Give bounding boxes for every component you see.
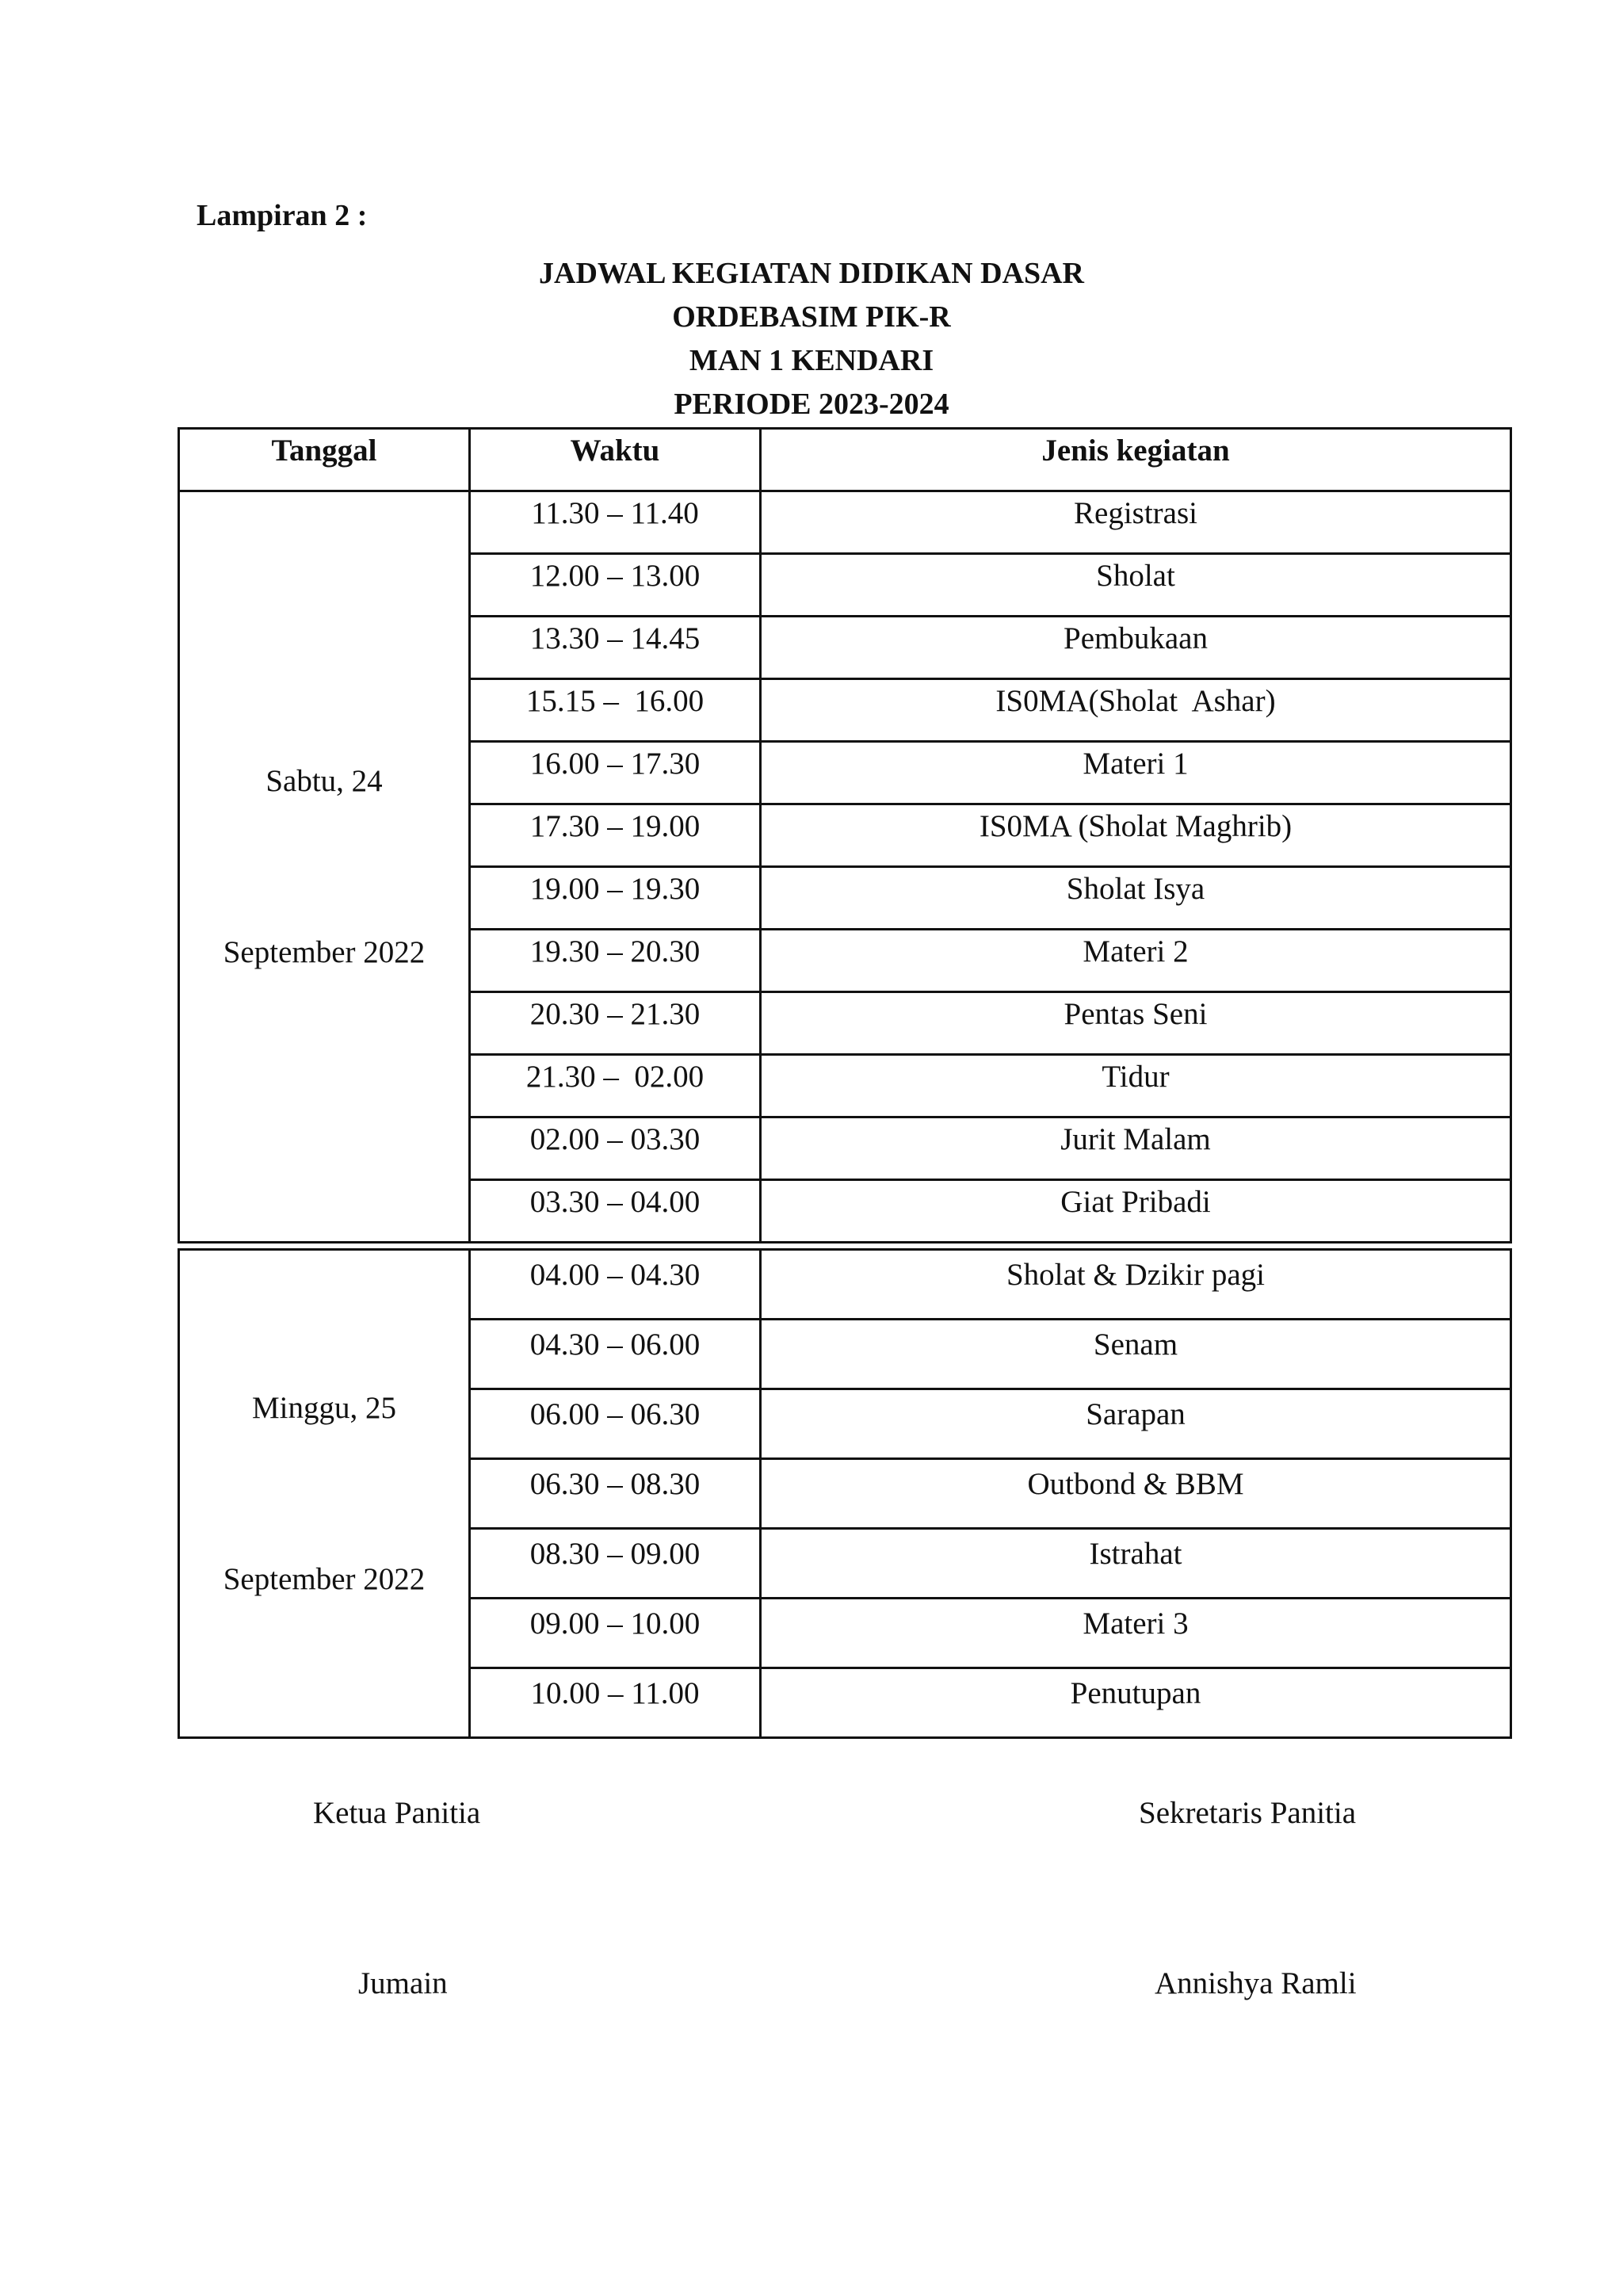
day-gap-row xyxy=(179,1243,1511,1250)
date-cell-day2 xyxy=(179,1250,470,1738)
day-separator xyxy=(179,1243,1511,1250)
time-cell: 15.15 – 16.00 xyxy=(470,679,761,742)
activity-cell: Sholat & Dzikir pagi xyxy=(761,1250,1511,1320)
day1-rows xyxy=(179,491,1511,1243)
activity-cell: Materi 3 xyxy=(761,1599,1511,1668)
time-cell: 20.30 – 21.30 xyxy=(470,992,761,1055)
header-waktu: Waktu xyxy=(470,429,761,491)
time-cell: 21.30 – 02.00 xyxy=(470,1055,761,1117)
activity-cell: Giat Pribadi xyxy=(761,1180,1511,1243)
time-cell: 04.00 – 04.30 xyxy=(470,1250,761,1320)
activity-cell: Pentas Seni xyxy=(761,992,1511,1055)
activity-cell: Jurit Malam xyxy=(761,1117,1511,1180)
activity-cell: Penutupan xyxy=(761,1668,1511,1738)
time-cell: 19.30 – 20.30 xyxy=(470,930,761,992)
schedule-table xyxy=(178,427,1512,1739)
date-cell-day1 xyxy=(179,491,470,1243)
time-cell: 19.00 – 19.30 xyxy=(470,867,761,930)
title-line: MAN 1 KENDARI xyxy=(689,344,934,377)
time-cell: 17.30 – 19.00 xyxy=(470,804,761,867)
document-title xyxy=(0,252,1623,426)
gap-cell xyxy=(179,1243,470,1250)
activity-cell: IS0MA(Sholat Ashar) xyxy=(761,679,1511,742)
attachment-label: Lampiran 2 : xyxy=(197,199,368,232)
table-row xyxy=(179,491,1511,554)
day2-rows xyxy=(179,1250,1511,1738)
time-cell: 12.00 – 13.00 xyxy=(470,554,761,617)
chairman-name: Jumain xyxy=(358,1966,448,2000)
chairman-role: Ketua Panitia xyxy=(313,1796,481,1830)
time-cell: 11.30 – 11.40 xyxy=(470,491,761,554)
date-month-year: September 2022 xyxy=(223,934,426,969)
time-cell: 16.00 – 17.30 xyxy=(470,742,761,804)
title-line: ORDEBASIM PIK-R xyxy=(672,300,951,334)
activity-cell: Tidur xyxy=(761,1055,1511,1117)
gap-cell xyxy=(761,1243,1511,1250)
time-cell: 02.00 – 03.30 xyxy=(470,1117,761,1180)
date-day: Sabtu, 24 xyxy=(265,763,383,798)
time-cell: 08.30 – 09.00 xyxy=(470,1529,761,1599)
time-cell: 09.00 – 10.00 xyxy=(470,1599,761,1668)
date-day: Minggu, 25 xyxy=(251,1390,396,1425)
title-line: PERIODE 2023-2024 xyxy=(674,388,949,421)
header-jenis-kegiatan: Jenis kegiatan xyxy=(761,429,1511,491)
activity-cell: Pembukaan xyxy=(761,617,1511,679)
activity-cell: Registrasi xyxy=(761,491,1511,554)
activity-cell: Senam xyxy=(761,1320,1511,1389)
activity-cell: Sarapan xyxy=(761,1389,1511,1459)
gap-cell xyxy=(470,1243,761,1250)
activity-cell: Materi 1 xyxy=(761,742,1511,804)
table-row xyxy=(179,1250,1511,1320)
activity-cell: Sholat xyxy=(761,554,1511,617)
time-cell: 10.00 – 11.00 xyxy=(470,1668,761,1738)
activity-cell: Istrahat xyxy=(761,1529,1511,1599)
activity-cell: Materi 2 xyxy=(761,930,1511,992)
secretary-role: Sekretaris Panitia xyxy=(1139,1796,1357,1830)
time-cell: 06.00 – 06.30 xyxy=(470,1389,761,1459)
time-cell: 13.30 – 14.45 xyxy=(470,617,761,679)
header-tanggal: Tanggal xyxy=(179,429,470,491)
activity-cell: Outbond & BBM xyxy=(761,1459,1511,1529)
date-month-year: September 2022 xyxy=(223,1561,426,1596)
time-cell: 03.30 – 04.00 xyxy=(470,1180,761,1243)
secretary-name: Annishya Ramli xyxy=(1155,1966,1357,2000)
activity-cell: Sholat Isya xyxy=(761,867,1511,930)
table-header-row xyxy=(179,429,1511,491)
time-cell: 06.30 – 08.30 xyxy=(470,1459,761,1529)
activity-cell: IS0MA (Sholat Maghrib) xyxy=(761,804,1511,867)
time-cell: 04.30 – 06.00 xyxy=(470,1320,761,1389)
title-line: JADWAL KEGIATAN DIDIKAN DASAR xyxy=(539,257,1084,290)
